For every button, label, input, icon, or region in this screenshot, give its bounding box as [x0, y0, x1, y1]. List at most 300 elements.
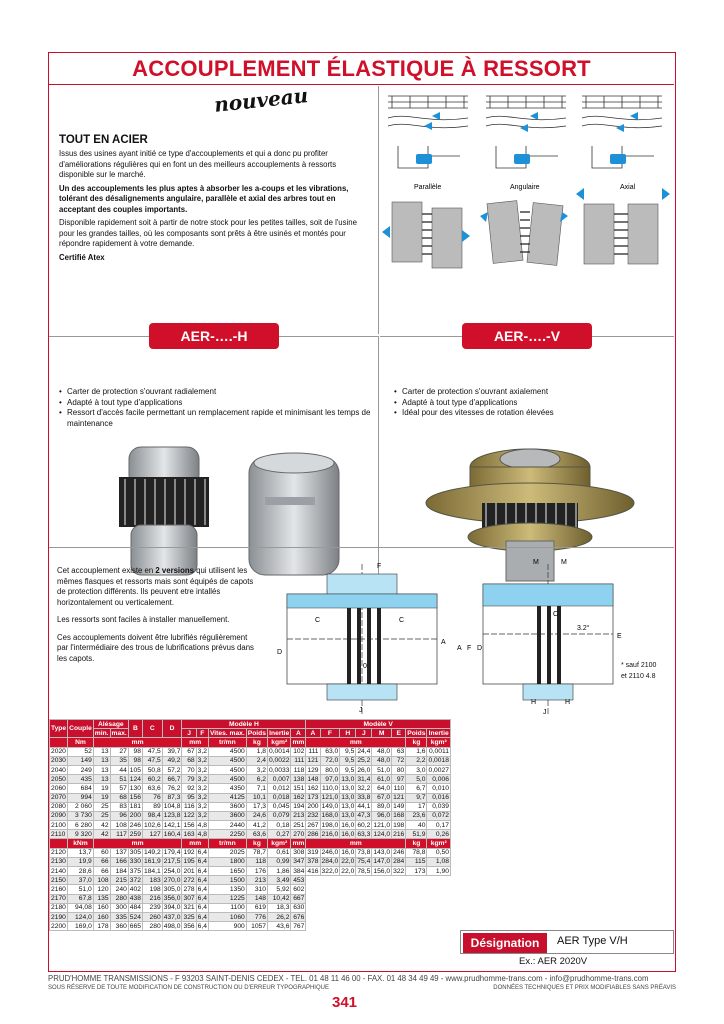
th-inertie: Inertie: [269, 729, 290, 737]
label-angulaire: Angulaire: [510, 184, 540, 191]
nouveau-tag: nouveau: [213, 83, 310, 117]
table-cell: 0,0011: [428, 748, 449, 756]
table-row: [50, 775, 451, 784]
table-cell: 162: [307, 784, 319, 792]
table-cell: 160: [93, 903, 110, 912]
unit-nm: Nm: [68, 738, 94, 747]
table-cell: 4500: [208, 765, 246, 774]
table-cell: 416: [307, 867, 319, 875]
table-cell: 198: [142, 885, 162, 894]
table-cell: 246: [393, 849, 405, 857]
table-cell: 63,6: [142, 784, 162, 793]
table-cell: 124,0: [68, 912, 94, 921]
dim-c2: C: [399, 617, 405, 624]
table-cell: 63,0: [320, 747, 340, 756]
table-cell: 33,8: [357, 794, 371, 802]
table-cell: 51,0: [372, 765, 392, 774]
table-cell: 60,2: [142, 775, 162, 784]
table-cell: 284,0: [321, 858, 339, 866]
table-cell: 97: [392, 775, 406, 784]
table-cell: 57,2: [162, 765, 182, 774]
table-cell: 0,0022: [268, 757, 290, 765]
table-cell: 2080: [51, 803, 66, 811]
unit-mm6: mm: [182, 839, 208, 848]
table-cell: 147,0: [373, 858, 391, 866]
drawing-model-h: [267, 554, 447, 720]
table-cell: 9,5: [340, 747, 356, 756]
table-cell: 52: [68, 747, 94, 756]
table-row: [50, 848, 451, 857]
table-cell: 24,4: [357, 748, 371, 756]
th-c: C: [142, 720, 162, 738]
table-cell: 117: [110, 830, 128, 839]
table-cell: 110,0: [322, 784, 339, 792]
table-cell: 142,1: [163, 821, 181, 829]
table-cell: 246: [129, 821, 141, 829]
table-cell: 13: [93, 747, 110, 756]
table-cell: 98: [128, 747, 142, 756]
table-cell: 249: [68, 765, 94, 774]
table-cell: 2,4: [246, 756, 267, 765]
table-cell: 1,8: [246, 747, 267, 756]
table-cell: 200: [129, 812, 141, 820]
table-cell: 3,2: [246, 765, 267, 774]
model-v-bullet: • Idéal pour des vitesses de rotation élevées: [394, 408, 554, 419]
table-cell: 178: [93, 922, 110, 931]
table-cell: 25,2: [357, 757, 371, 765]
table-cell: 121,0: [373, 821, 391, 829]
model-v-badge: AER-….-V: [462, 323, 592, 349]
unit-mm8: mm: [306, 839, 406, 848]
table-cell: 47,5: [142, 747, 162, 756]
footer-line1: PRUD'HOMME TRANSMISSIONS - F 93203 SAINT-DENIS CEDEX - TEL. 01 48 11 46 00 - FAX. 01 48 34 49 49 - www.prudhomme-trans.com - info@prudhomme-trans.com: [48, 974, 649, 983]
table-cell: 110: [393, 784, 405, 792]
table-cell: 13: [93, 775, 110, 784]
table-cell: 251: [291, 821, 306, 830]
table-cell: 72,0: [320, 756, 340, 765]
table-cell: 3,2: [197, 812, 207, 820]
table-cell: 0,072: [427, 811, 450, 820]
table-cell: 2100: [51, 821, 66, 829]
unit-kg: kg: [246, 738, 267, 747]
table-cell: 104,8: [163, 803, 181, 811]
table-cell: 3,2: [197, 803, 207, 811]
table-cell: 2 060: [68, 802, 94, 811]
unit-kgm2c: kgm²: [267, 839, 290, 848]
drawing-text: [57, 566, 257, 671]
table-cell: 602: [291, 885, 306, 894]
table-cell: 92: [182, 784, 196, 793]
table-cell: 1,6: [406, 747, 427, 756]
table-cell: 2090: [51, 812, 66, 820]
table-cell: 213: [291, 811, 306, 820]
table-cell: 95: [182, 793, 196, 802]
table-cell: 9,7: [406, 793, 427, 802]
table-cell: 394,0: [163, 904, 181, 912]
th-v-f: F: [320, 729, 340, 738]
table-cell: 335: [110, 912, 128, 921]
table-cell: 18,3: [267, 903, 290, 912]
table-cell: 120: [93, 885, 110, 894]
table-cell: 278: [183, 885, 195, 893]
table-cell: 498,0: [163, 922, 181, 930]
table-cell: 322,0: [321, 867, 339, 875]
table-cell: 28,6: [68, 867, 94, 876]
table-cell: 32,2: [357, 784, 371, 792]
table-cell: 160: [93, 912, 110, 921]
dim-e: E: [617, 633, 622, 640]
table-cell: 3 730: [68, 811, 94, 820]
table-cell: 280: [110, 894, 128, 903]
dim-0: 0: [363, 663, 367, 670]
table-cell: 184,1: [143, 867, 161, 875]
table-cell: 83: [110, 802, 128, 811]
table-cell: 0,007: [267, 775, 290, 784]
table-cell: 43,6: [267, 922, 290, 931]
table-cell: 194: [291, 802, 306, 811]
table-cell: 6,7: [406, 784, 427, 793]
table-cell: 192: [183, 849, 195, 857]
table-cell: 13,7: [68, 848, 94, 857]
table-row: [50, 802, 451, 811]
table-cell: 213: [246, 876, 267, 885]
table-cell: 79: [182, 775, 196, 784]
th-modele-v: Modèle V: [306, 720, 451, 729]
dim-c3: C: [553, 611, 559, 618]
table-cell: 76: [142, 793, 162, 802]
table-cell: 330: [129, 858, 141, 866]
table-cell: 9,5: [340, 765, 356, 774]
table-cell: 2060: [51, 784, 66, 792]
table-cell: 2040: [51, 766, 66, 774]
table-cell: 321: [183, 904, 195, 912]
table-cell: 7,1: [246, 784, 267, 793]
table-cell: 2440: [208, 821, 246, 830]
table-cell: 2190: [51, 913, 66, 921]
table-cell: 168: [393, 812, 405, 820]
table-cell: 121: [307, 757, 319, 765]
th-modele-h: Modèle H: [182, 720, 306, 729]
versions-text-a: Cet accouplement existe en: [57, 566, 156, 575]
table-cell: 176: [246, 867, 267, 876]
table-cell: 60,2: [357, 821, 371, 829]
table-cell: 1100: [208, 903, 246, 912]
drawing-p3: Ces accouplements doivent être lubrifiés régulièrement par l'intermédiaire des trous de lubrifications prévus dans les capots.: [57, 632, 254, 663]
table-cell: 4,8: [197, 830, 207, 838]
unit-kgm2b: kgm²: [427, 738, 450, 747]
table-cell: 122: [183, 812, 195, 820]
table-cell: 2110: [50, 830, 68, 839]
table-cell: 19,9: [68, 857, 94, 866]
table-cell: 270,0: [163, 876, 181, 884]
table-cell: 267: [307, 821, 319, 829]
designation-example: Ex.: AER 2020V: [519, 956, 588, 967]
table-cell: 16,0: [341, 849, 355, 857]
table-cell: 173: [406, 867, 427, 876]
table-cell: 181: [129, 803, 141, 811]
th-min: min.: [94, 729, 109, 737]
table-cell: 0,61: [267, 848, 290, 857]
table-cell: 19: [93, 784, 110, 793]
table-cell: 216,0: [321, 830, 339, 838]
dim-f2: F: [467, 645, 472, 652]
th-type: Type: [50, 720, 68, 738]
table-cell: 305,0: [163, 885, 181, 893]
table-cell: 6,4: [197, 913, 207, 921]
table-cell: 402: [129, 885, 141, 893]
unit-mm5: mm: [93, 839, 182, 848]
label-parallele: Parallèle: [414, 184, 442, 191]
table-cell: 217,5: [163, 858, 181, 866]
table-cell: 27: [110, 747, 128, 756]
intro-section: [49, 83, 379, 334]
table-cell: 6 280: [68, 821, 94, 830]
table-cell: 116: [183, 803, 195, 811]
table-cell: 272: [183, 876, 195, 884]
table-cell: 0,99: [267, 857, 290, 866]
specs-table: [49, 719, 451, 931]
unit-mm3: mm: [292, 738, 305, 746]
table-cell: 13,0: [341, 794, 355, 802]
table-cell: 89: [142, 802, 162, 811]
table-row: [50, 756, 451, 765]
table-cell: 372: [129, 876, 141, 884]
table-row: [50, 912, 451, 921]
table-cell: 40: [406, 821, 427, 830]
table-cell: 13,0: [341, 784, 355, 792]
table-cell: 16,0: [341, 821, 355, 829]
table-cell: 13,0: [341, 803, 355, 811]
table-cell: 3,0: [406, 765, 427, 774]
table-cell: 98,4: [142, 811, 162, 820]
table-cell: 994: [68, 793, 94, 802]
table-cell: 3600: [208, 802, 246, 811]
table-cell: 0,018: [267, 793, 290, 802]
table-cell: 4125: [208, 793, 246, 802]
table-cell: 51,9: [406, 830, 427, 839]
table-cell: 5,0: [406, 775, 427, 784]
table-cell: 124: [129, 775, 141, 783]
table-cell: 63,6: [246, 830, 267, 839]
unit-kg4: kg: [406, 839, 427, 848]
table-cell: 76,2: [162, 784, 182, 793]
table-cell: 2180: [51, 904, 66, 912]
table-cell: 17: [406, 802, 427, 811]
table-cell: 130: [129, 784, 141, 792]
table-cell: 384: [291, 867, 306, 876]
table-cell: 284: [393, 858, 405, 866]
table-cell: 232: [307, 812, 319, 820]
table-cell: 80: [392, 765, 406, 774]
table-cell: 6,4: [197, 858, 207, 866]
table-cell: 66: [93, 867, 110, 876]
table-cell: 3,2: [197, 757, 207, 765]
table-cell: 97,0: [320, 775, 340, 784]
table-cell: 121: [393, 794, 405, 802]
table-row: [50, 811, 451, 820]
table-cell: 166: [110, 857, 128, 866]
table-row: [50, 885, 451, 894]
table-cell: 375: [129, 867, 141, 875]
table-cell: 216: [142, 894, 162, 903]
table-cell: 2130: [51, 858, 66, 866]
table-cell: 286: [307, 830, 319, 838]
table-cell: 68: [110, 793, 128, 802]
table-cell: 198,0: [321, 821, 339, 829]
table-cell: 89,0: [372, 802, 392, 811]
table-cell: 72: [392, 756, 406, 765]
table-cell: 13,0: [341, 812, 355, 820]
table-cell: 151: [291, 784, 306, 793]
th-poids: Poids: [247, 729, 266, 737]
table-cell: 67: [182, 747, 196, 756]
table-cell: 94,08: [68, 903, 94, 912]
table-cell: 0,17: [427, 821, 450, 830]
table-cell: 22,0: [341, 858, 355, 866]
table-cell: 356,0: [163, 895, 181, 903]
table-cell: 137: [110, 848, 128, 857]
table-cell: 319: [307, 849, 319, 857]
table-cell: 2120: [51, 849, 66, 857]
table-cell: 102: [291, 747, 306, 756]
table-cell: 149: [68, 756, 94, 765]
table-cell: 64,0: [372, 784, 392, 793]
designation-value: AER Type V/H: [557, 935, 628, 947]
table-cell: 160,4: [163, 830, 181, 838]
table-cell: 10,1: [246, 793, 267, 802]
table-cell: 0,18: [267, 821, 290, 830]
table-cell: 39,7: [162, 747, 182, 756]
table-cell: 75,4: [357, 858, 371, 866]
table-cell: 51: [110, 775, 128, 784]
table-cell: 115: [406, 857, 427, 866]
table-cell: 19: [93, 793, 110, 802]
model-h-bullet: • Adapté à tout type d'applications: [59, 398, 378, 409]
table-cell: 57: [110, 784, 128, 793]
table-cell: 280: [142, 922, 162, 931]
table-cell: 0,039: [427, 802, 450, 811]
table-cell: 6,4: [197, 849, 207, 857]
table-cell: 676: [291, 912, 306, 921]
drawing-p2: Les ressorts sont faciles à installer manuellement.: [57, 615, 230, 624]
table-cell: 60: [93, 848, 110, 857]
table-row: [50, 747, 451, 756]
page-title: ACCOUPLEMENT ÉLASTIQUE À RESSORT: [49, 53, 674, 85]
table-cell: 3,2: [197, 775, 207, 783]
label-axial: Axial: [620, 184, 636, 191]
footer: [48, 974, 676, 991]
table-row: [50, 876, 451, 885]
table-cell: 37,0: [68, 876, 94, 885]
sauf-line2: et 2110 4.8: [621, 673, 656, 680]
dim-m2: M: [561, 559, 567, 566]
intro-p2: Un des accouplements les plus aptes à absorber les a-coups et les vibrations, tolérant des désalignements angulaire, parallèle et axial des arbres tout en acceptant des couples importants.: [59, 183, 349, 214]
table-cell: 216: [393, 830, 405, 838]
table-cell: 179,4: [163, 849, 181, 857]
unit-kg2: kg: [406, 738, 427, 747]
footer-line2b: DONNÉES TECHNIQUES ET PRIX MODIFIABLES SANS PRÉAVIS: [493, 985, 676, 991]
th-max: max.: [111, 729, 127, 737]
th-alesage: Alésage: [93, 720, 128, 729]
table-cell: 61,0: [372, 775, 392, 784]
table-cell: 667: [291, 894, 306, 903]
intro-p4: Certifié Atex: [59, 252, 105, 262]
table-cell: 9,5: [340, 756, 356, 765]
table-cell: 63,3: [357, 830, 371, 838]
table-cell: 2250: [208, 830, 246, 839]
table-cell: 143,0: [373, 849, 391, 857]
table-cell: 259: [129, 830, 141, 838]
table-cell: 0,012: [267, 784, 290, 793]
table-cell: 453: [291, 876, 306, 885]
table-cell: 108: [110, 821, 128, 830]
table-cell: 195: [183, 858, 195, 866]
table-cell: 2025: [208, 848, 246, 857]
model-h-bullet: • Carter de protection s'ouvrant radialement: [59, 387, 378, 398]
table-cell: 169,0: [68, 922, 94, 931]
table-cell: 31,4: [357, 775, 371, 783]
table-cell: 156: [129, 794, 141, 802]
table-cell: 347: [291, 857, 306, 866]
table-cell: 173: [307, 794, 319, 802]
table-cell: 47,5: [142, 756, 162, 765]
th-v-j: J: [356, 729, 372, 738]
sauf-line1: * sauf 2100: [621, 662, 657, 669]
table-cell: 2070: [51, 794, 66, 802]
table-cell: 25: [93, 802, 110, 811]
dim-h1: H: [531, 699, 537, 706]
dim-h2: H: [565, 699, 571, 706]
table-cell: 3,2: [197, 784, 207, 792]
table-cell: 2150: [51, 876, 66, 884]
table-cell: 102,6: [143, 821, 161, 829]
dim-f: F: [377, 563, 382, 570]
table-cell: 2,2: [406, 756, 427, 765]
table-cell: 13,0: [341, 775, 355, 783]
table-cell: 0,045: [267, 802, 290, 811]
table-cell: 111: [306, 747, 320, 756]
th-v-e: E: [392, 729, 406, 738]
table-cell: 6,4: [197, 895, 207, 903]
table-cell: 0,0018: [428, 757, 449, 765]
table-cell: 118: [246, 857, 267, 866]
table-cell: 684: [68, 784, 94, 793]
table-cell: 1500: [208, 876, 246, 885]
drawing-section: [49, 547, 674, 723]
table-cell: 49,2: [162, 756, 182, 765]
table-cell: 198: [393, 821, 405, 829]
table-cell: 70: [182, 765, 196, 774]
page-number: 341: [332, 994, 358, 1011]
table-cell: 1,90: [427, 867, 450, 876]
table-row: [50, 867, 451, 876]
table-cell: 78,8: [406, 848, 427, 857]
dim-angle: 3.2°: [577, 625, 590, 632]
table-cell: 129: [307, 766, 319, 774]
table-cell: 6,4: [197, 876, 207, 884]
table-cell: 776: [246, 912, 267, 921]
table-cell: 13: [93, 756, 110, 765]
th-vitesse: Vites. max.: [209, 729, 245, 737]
table-row: [50, 830, 451, 839]
table-cell: 16,0: [341, 830, 355, 838]
table-cell: 127: [142, 830, 162, 839]
th-f: F: [196, 729, 208, 738]
table-cell: 438: [129, 895, 141, 903]
table-cell: 124,0: [373, 830, 391, 838]
table-cell: 3,2: [197, 766, 207, 774]
table-cell: 118: [291, 765, 306, 774]
